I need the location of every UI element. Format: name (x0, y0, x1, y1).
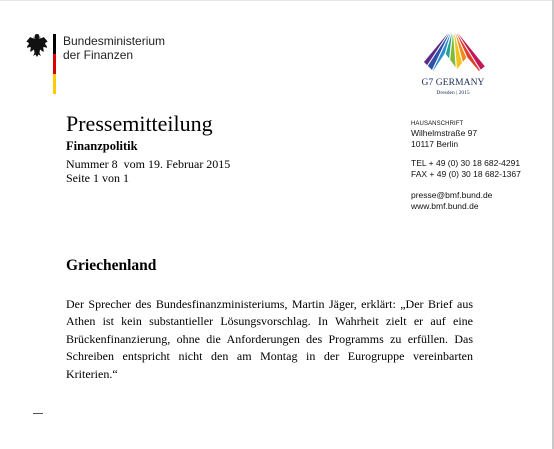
flag-gold-band (53, 74, 56, 94)
address-street: Wilhelmstraße 97 (411, 128, 478, 138)
footer-divider (33, 413, 43, 414)
g7-title: G7 GERMANY (421, 78, 485, 88)
email-link[interactable]: presse@bmf.bund.de (411, 190, 493, 200)
g7-subtitle: Dresden | 2015 (436, 90, 470, 96)
page-top-edge (0, 0, 554, 1)
document-subtitle: Finanzpolitik (66, 139, 138, 153)
body-paragraph: Der Sprecher des Bundesfinanzministeriums, Martin Jäger, erklärt: „Der Brief aus Athen ist kein substantieller Lösungsvorschlag. In Wahrheit zielt er auf eine Brückenfinanzierung, ohne die Anforderungen des Programms zu erfüllen. Das Schreiben entspricht nicht den am Montag in der Eurogruppe vereinbarten Kriterien.“ (66, 297, 473, 381)
ministry-name-line2: der Finanzen (63, 48, 134, 62)
ministry-name (63, 34, 165, 62)
document-title: Pressemitteilung (66, 111, 213, 136)
federal-eagle-icon (26, 32, 48, 58)
phone-number: TEL + 49 (0) 30 18 682-4291 (411, 158, 521, 168)
flag-black-band (53, 34, 56, 54)
section-heading: Griechenland (66, 257, 157, 274)
document-page: Seite 1 von 1 (66, 171, 129, 185)
g7-rainbow-logo-icon (409, 31, 497, 77)
website-link[interactable]: www.bmf.bund.de (411, 201, 479, 211)
document-number: Nummer 8 vom 19. Februar 2015 (66, 157, 231, 171)
german-flag-stripe (53, 34, 56, 94)
address-city: 10117 Berlin (411, 139, 459, 149)
flag-red-band (53, 54, 56, 74)
ministry-name-line1: Bundesministerium (63, 34, 166, 48)
address-label: HAUSANSCHRIFT (411, 121, 464, 127)
fax-number: FAX + 49 (0) 30 18 682-1367 (411, 169, 521, 179)
